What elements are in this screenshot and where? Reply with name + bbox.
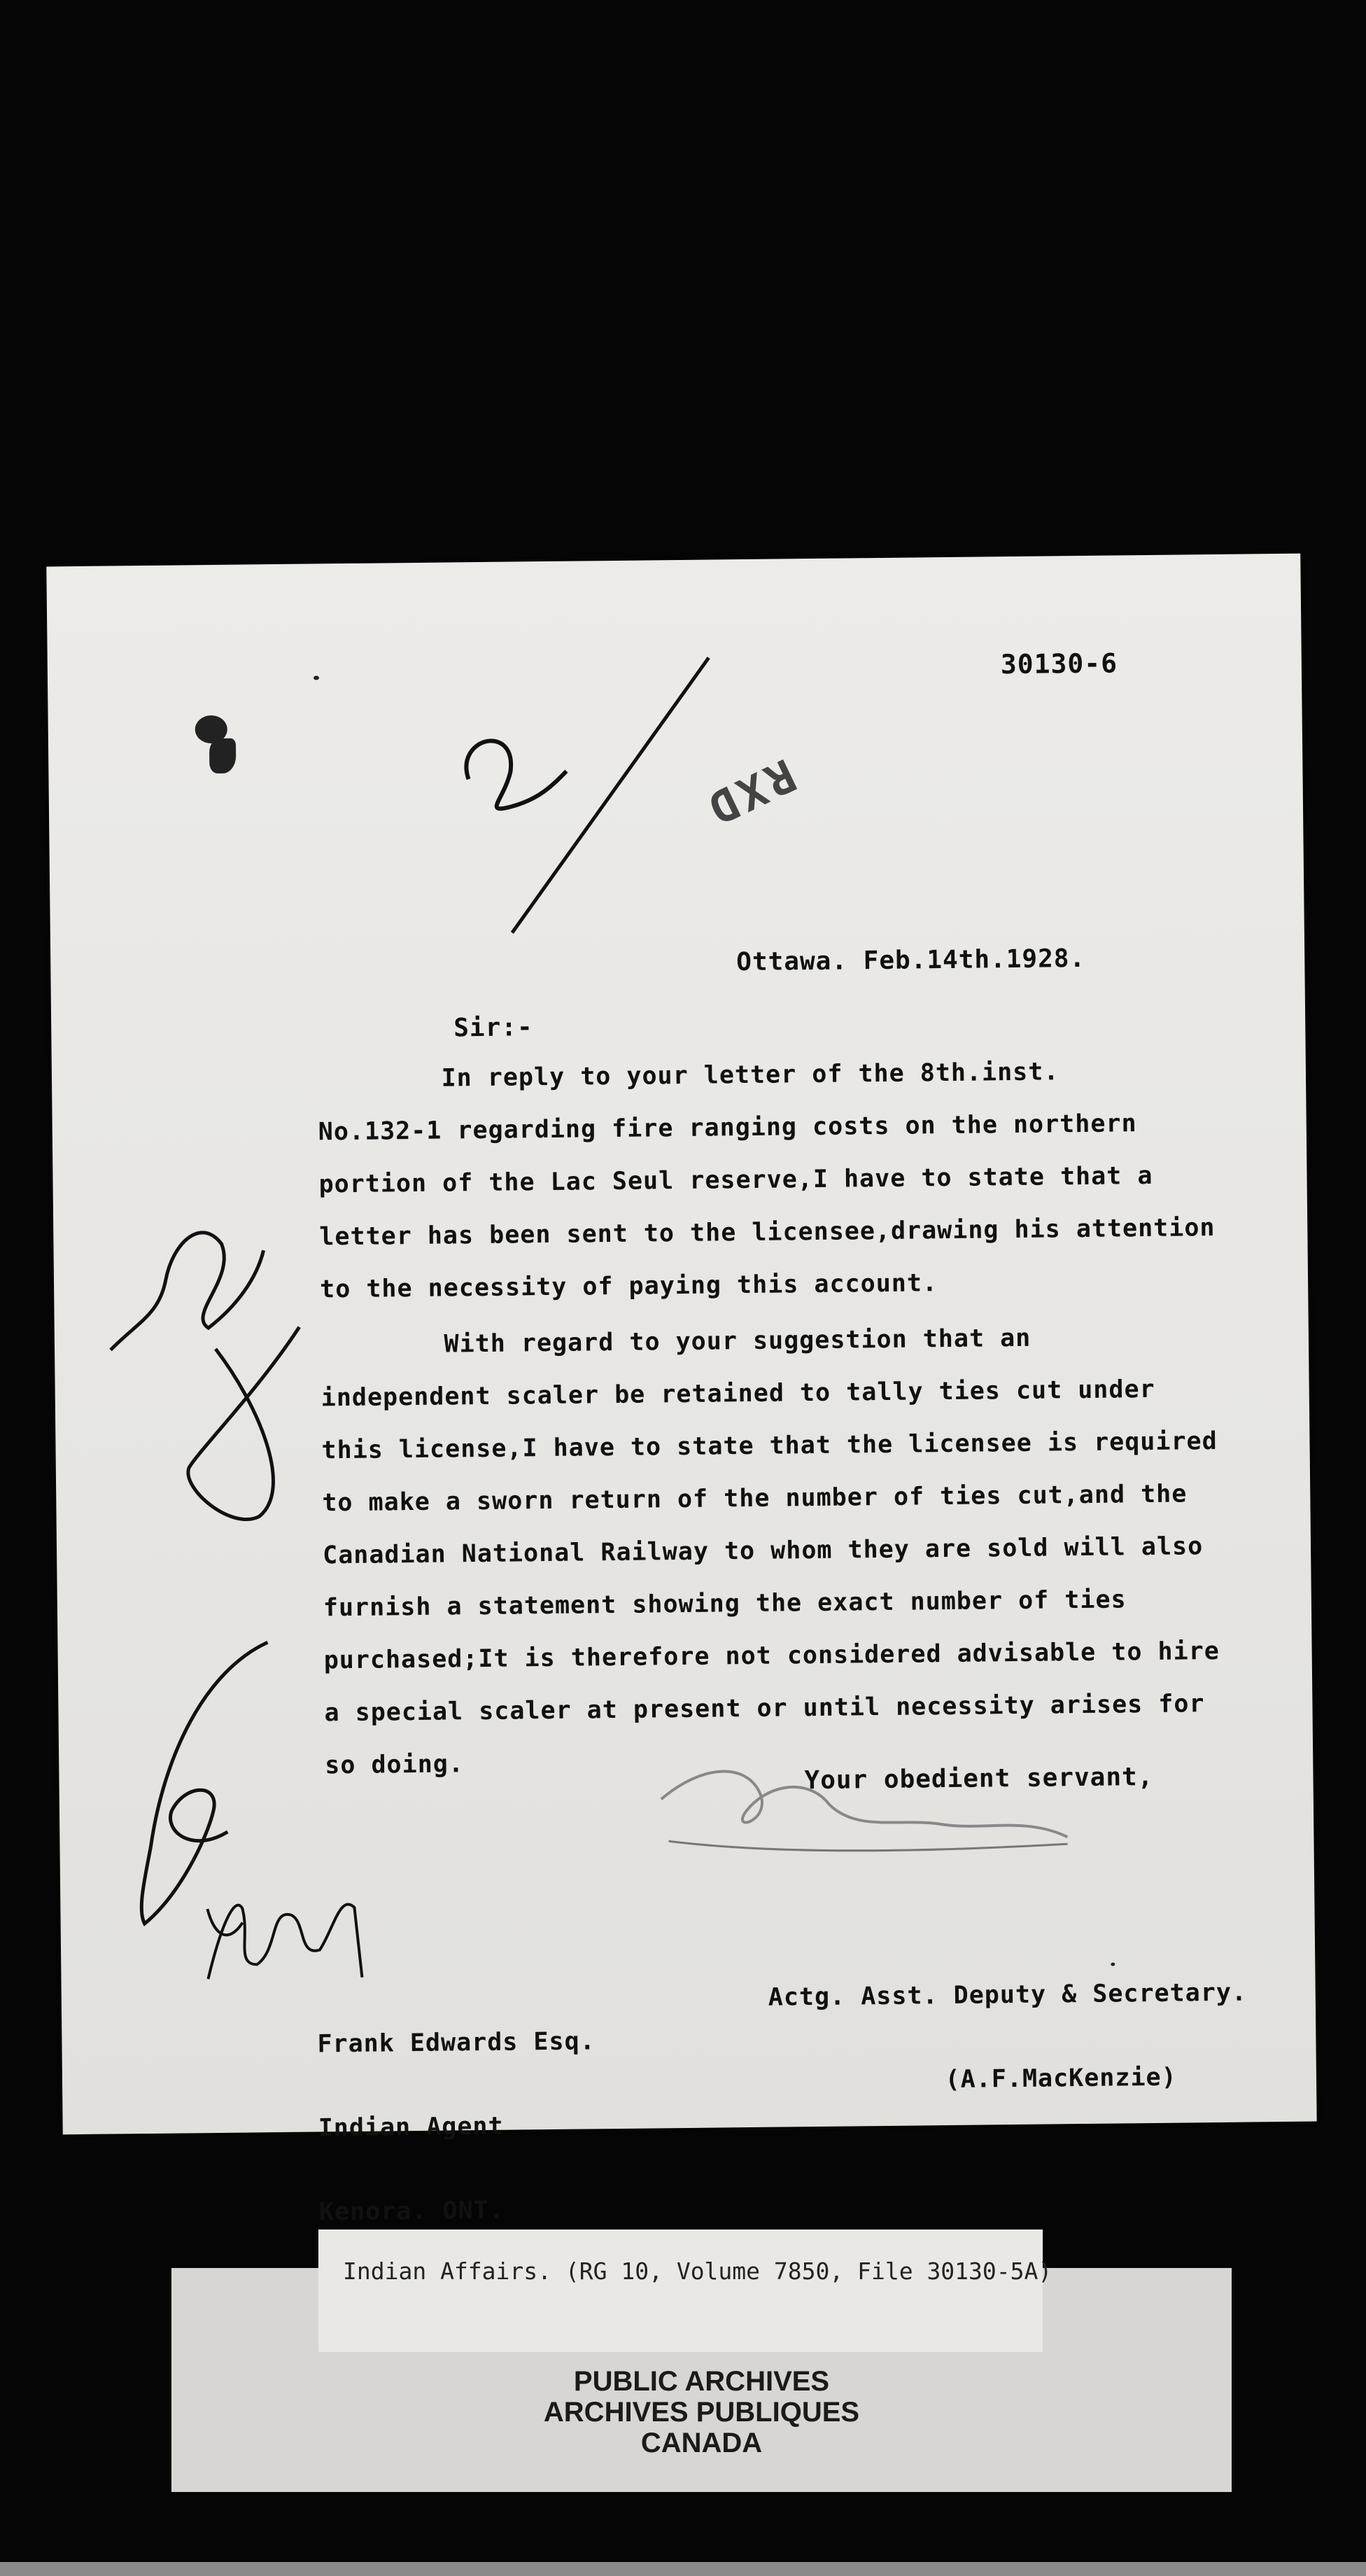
reference-text: Indian Affairs. (RG 10, Volume 7850, File 30130-5A) [343,2258,1052,2285]
archive-line: CANADA [640,2428,763,2458]
file-number: 30130-6 [1000,648,1118,680]
archive-line: PUBLIC ARCHIVES [573,2366,830,2397]
signature-name: (A.F.MacKenzie) [945,2063,1177,2094]
date-line: Ottawa. Feb.14th.1928. [736,944,1086,977]
received-stamp: RXD [696,748,803,836]
signature-block [768,1923,1249,2152]
handwritten-initials-mark [80,1138,323,1532]
recipient-line: Frank Edwards Esq. [317,2027,596,2059]
salutation: Sir:- [453,1013,533,1043]
letter-sheet [46,554,1316,2227]
closing: Your obedient servant, [804,1762,1154,1795]
handwritten-numeral-mark [425,629,736,941]
archive-line: ARCHIVES PUBLIQUES [543,2397,860,2428]
reference-slip [318,2230,1052,2352]
signature-title: Actg. Asst. Deputy & Secretary. [768,1978,1248,2012]
recipient-line: Kenora. ONT. [318,2196,505,2227]
film-edge [0,2562,1366,2576]
paragraph-1: In reply to your letter of the 8th.inst. No.132-1 regarding fire ranging costs on the northern portion of the Lac Seul reserve,I have to state that a letter has been sent to the licensee,drawing his attention to the necessity of paying this account. [317,1058,1216,1304]
recipient-line: Indian Agent [318,2112,504,2143]
dust-speck [314,676,319,680]
paragraph-2: With regard to your suggestion that an independent scaler be retained to tally ties cut under this license,I have to state that the licensee is required to make a sworn return of the number of ties cut,and the Canadian National Railway to whom they are sold will also furnish a statement showing the exact number of ties purchased;It is therefore not considered advisable to hire a special scaler at present or until necessity arises for so doing. [320,1324,1220,1780]
ink-blot [209,738,237,774]
